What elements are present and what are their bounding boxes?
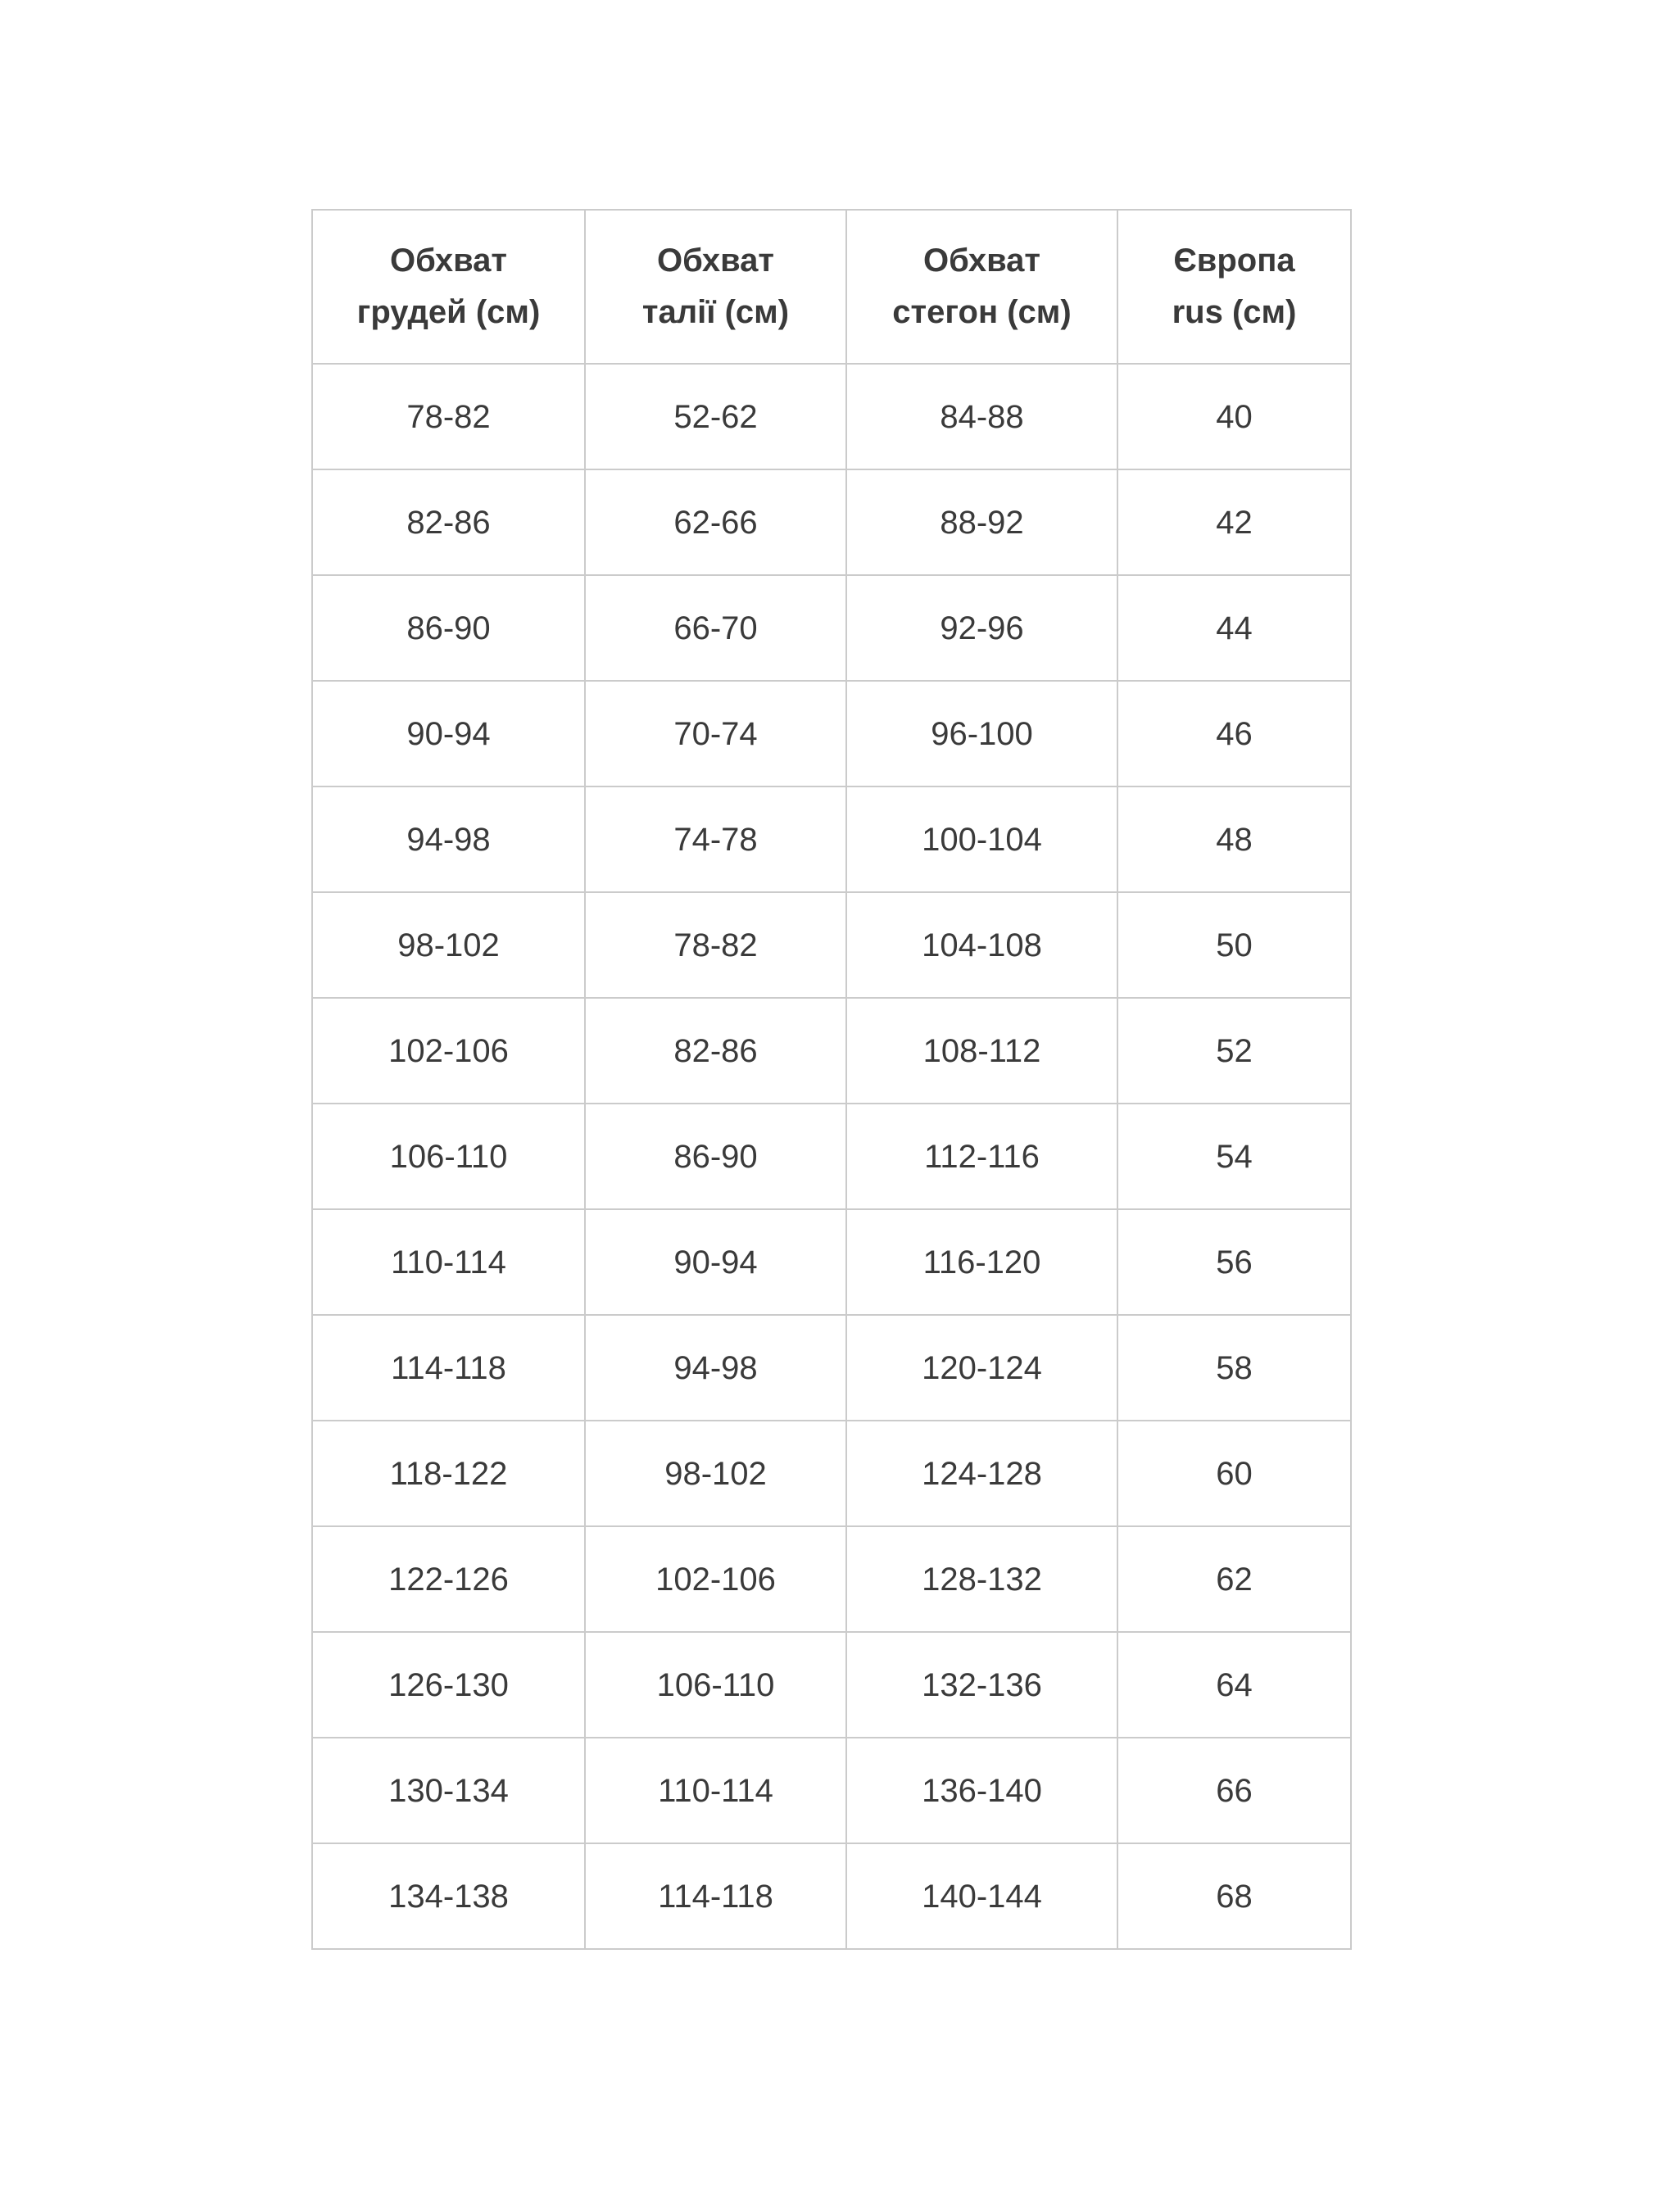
table-cell: 66-70 — [585, 575, 846, 681]
table-cell: 98-102 — [585, 1421, 846, 1526]
table-cell: 78-82 — [312, 364, 585, 469]
table-cell: 104-108 — [846, 892, 1117, 998]
table-cell: 90-94 — [312, 681, 585, 786]
table-row — [312, 1843, 1351, 1949]
header-line: Обхват — [923, 243, 1040, 279]
table-cell: 50 — [1117, 892, 1351, 998]
table-cell: 92-96 — [846, 575, 1117, 681]
table-row — [312, 1632, 1351, 1738]
table-cell: 86-90 — [312, 575, 585, 681]
header-line: Обхват — [390, 243, 507, 279]
table-cell: 56 — [1117, 1209, 1351, 1315]
table-cell: 58 — [1117, 1315, 1351, 1421]
header-cell-waist — [585, 210, 846, 364]
table-row — [312, 364, 1351, 469]
table-cell: 70-74 — [585, 681, 846, 786]
table-row — [312, 892, 1351, 998]
table-cell: 114-118 — [312, 1315, 585, 1421]
table-cell: 108-112 — [846, 998, 1117, 1104]
table-cell: 136-140 — [846, 1738, 1117, 1843]
table-cell: 110-114 — [585, 1738, 846, 1843]
table-row — [312, 786, 1351, 892]
header-cell-chest — [312, 210, 585, 364]
table-cell: 82-86 — [312, 469, 585, 575]
table-cell: 116-120 — [846, 1209, 1117, 1315]
table-cell: 62 — [1117, 1526, 1351, 1632]
table-cell: 94-98 — [585, 1315, 846, 1421]
table-cell: 62-66 — [585, 469, 846, 575]
table-cell: 64 — [1117, 1632, 1351, 1738]
table-cell: 68 — [1117, 1843, 1351, 1949]
table-cell: 98-102 — [312, 892, 585, 998]
table-cell: 122-126 — [312, 1526, 585, 1632]
table-cell: 130-134 — [312, 1738, 585, 1843]
table-cell: 112-116 — [846, 1104, 1117, 1209]
table-cell: 120-124 — [846, 1315, 1117, 1421]
table-row — [312, 1315, 1351, 1421]
table-cell: 134-138 — [312, 1843, 585, 1949]
header-line: стегон (см) — [892, 294, 1072, 330]
table-row — [312, 575, 1351, 681]
header-row — [312, 210, 1351, 364]
table-row — [312, 681, 1351, 786]
table-row — [312, 1738, 1351, 1843]
header-line: Обхват — [657, 243, 774, 279]
table-cell: 124-128 — [846, 1421, 1117, 1526]
table-cell: 54 — [1117, 1104, 1351, 1209]
table-cell: 90-94 — [585, 1209, 846, 1315]
table-row — [312, 1526, 1351, 1632]
table-cell: 60 — [1117, 1421, 1351, 1526]
table-row — [312, 998, 1351, 1104]
table-cell: 102-106 — [585, 1526, 846, 1632]
table-cell: 66 — [1117, 1738, 1351, 1843]
header-line: грудей (см) — [356, 294, 541, 330]
header-cell-hips — [846, 210, 1117, 364]
header-line: rus (см) — [1172, 294, 1297, 330]
table-row — [312, 1421, 1351, 1526]
table-cell: 46 — [1117, 681, 1351, 786]
table-cell: 126-130 — [312, 1632, 585, 1738]
table-cell: 106-110 — [312, 1104, 585, 1209]
table-cell: 44 — [1117, 575, 1351, 681]
table-row — [312, 1104, 1351, 1209]
table-cell: 114-118 — [585, 1843, 846, 1949]
table-cell: 86-90 — [585, 1104, 846, 1209]
table-cell: 88-92 — [846, 469, 1117, 575]
table-cell: 128-132 — [846, 1526, 1117, 1632]
table-cell: 78-82 — [585, 892, 846, 998]
table-cell: 52 — [1117, 998, 1351, 1104]
table-cell: 96-100 — [846, 681, 1117, 786]
table-cell: 48 — [1117, 786, 1351, 892]
table-cell: 82-86 — [585, 998, 846, 1104]
table-cell: 52-62 — [585, 364, 846, 469]
table-cell: 132-136 — [846, 1632, 1117, 1738]
table-cell: 140-144 — [846, 1843, 1117, 1949]
size-chart-table — [311, 209, 1352, 1950]
table-row — [312, 1209, 1351, 1315]
table-cell: 110-114 — [312, 1209, 585, 1315]
header-line: Європа — [1173, 243, 1295, 279]
table-cell: 106-110 — [585, 1632, 846, 1738]
table-cell: 42 — [1117, 469, 1351, 575]
table-cell: 40 — [1117, 364, 1351, 469]
table-row — [312, 469, 1351, 575]
table-cell: 84-88 — [846, 364, 1117, 469]
table-cell: 94-98 — [312, 786, 585, 892]
table-cell: 74-78 — [585, 786, 846, 892]
header-line: талії (см) — [641, 294, 790, 330]
table-cell: 118-122 — [312, 1421, 585, 1526]
table-cell: 100-104 — [846, 786, 1117, 892]
table-cell: 102-106 — [312, 998, 585, 1104]
header-cell-europe-size — [1117, 210, 1351, 364]
